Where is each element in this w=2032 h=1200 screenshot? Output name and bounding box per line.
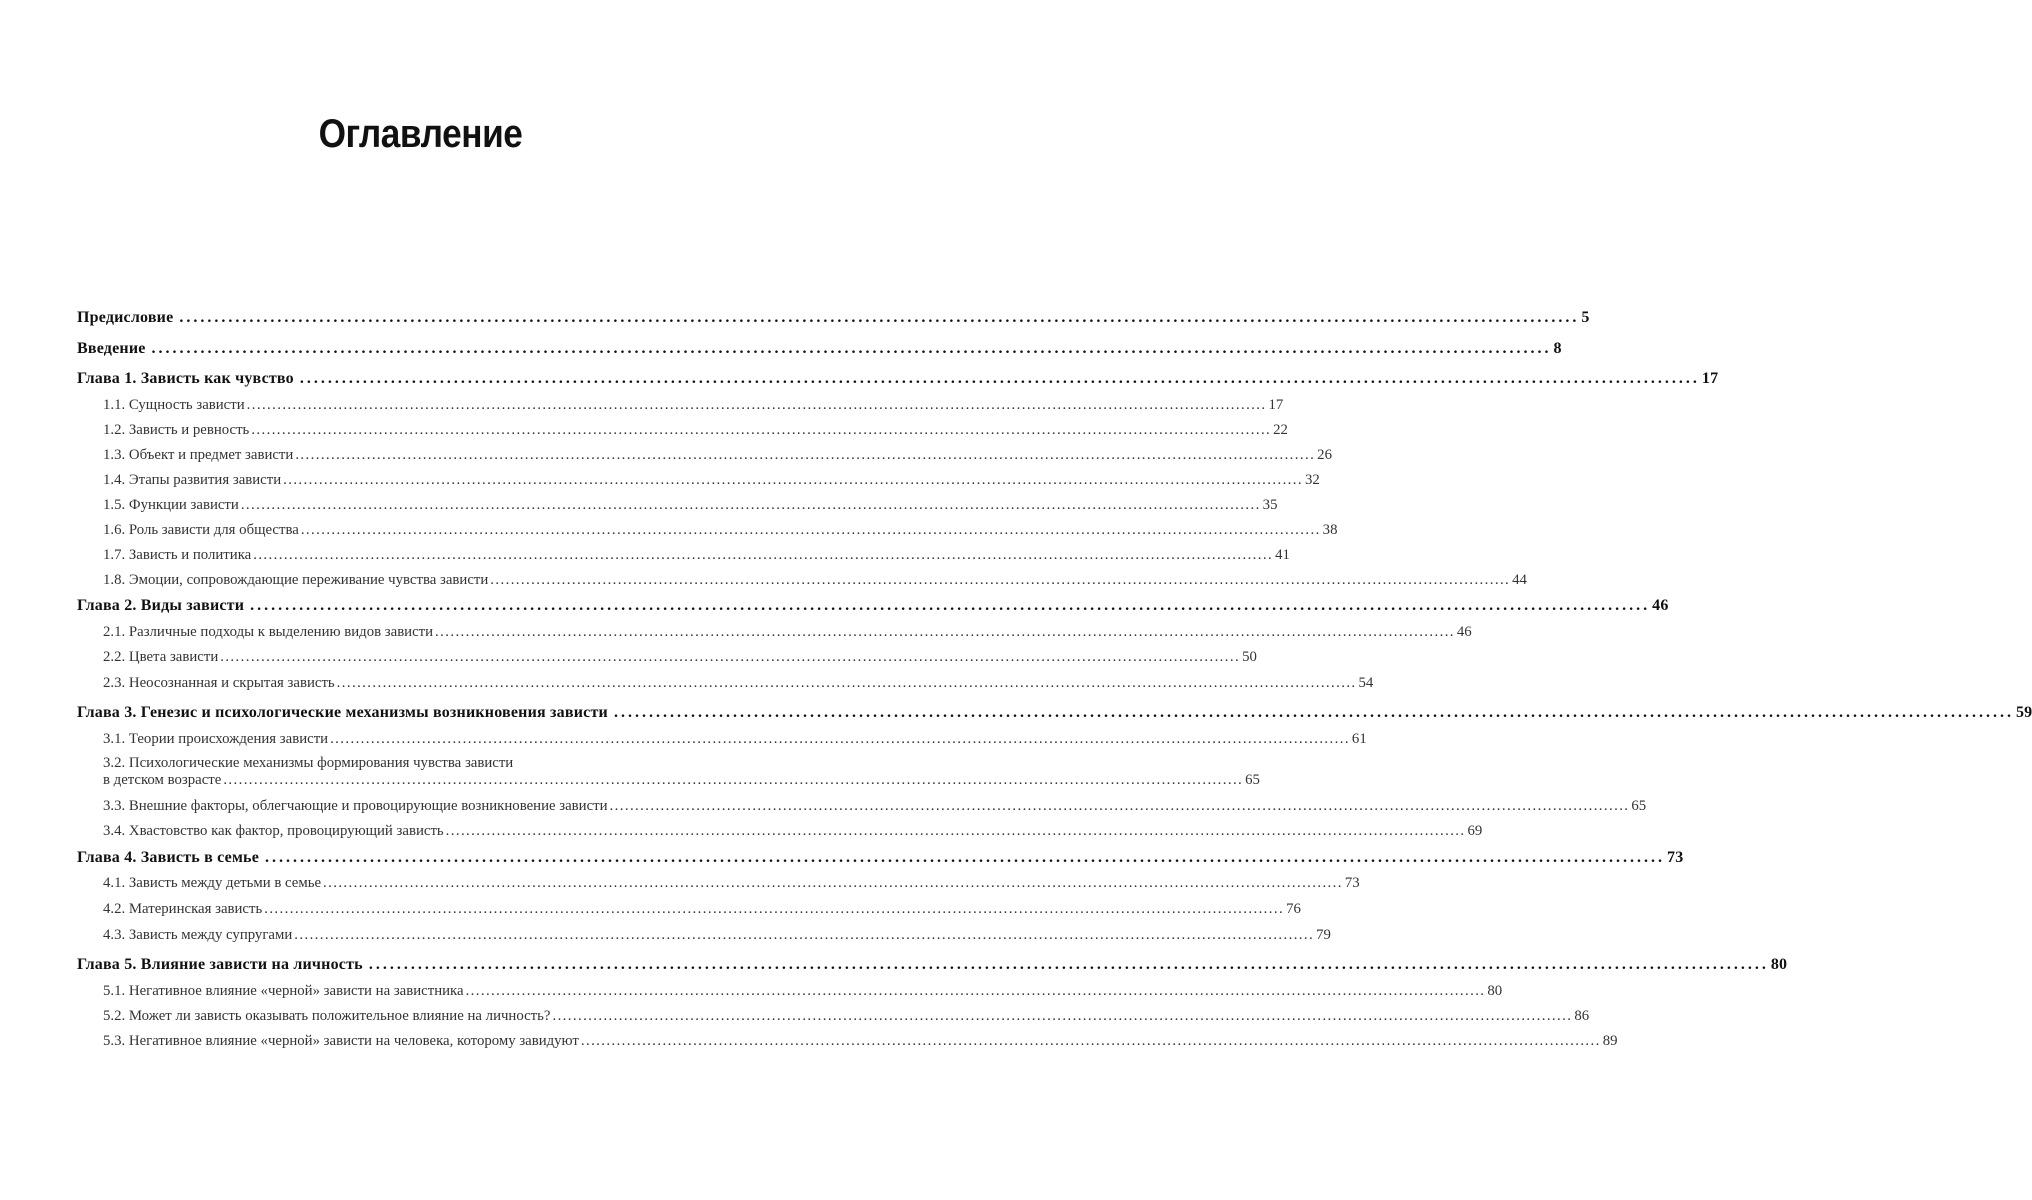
toc-entry-label: 5.2. Может ли зависть оказывать положительное влияние на личность?: [103, 1008, 551, 1024]
toc-chapter[interactable]: [77, 309, 1590, 327]
dot-leader: ........................................................................................................................................................................................................: [330, 731, 1350, 747]
dot-leader: ........................................................................................................................................................................................................: [295, 447, 1316, 463]
toc-chapter[interactable]: [77, 597, 1669, 615]
toc-page-number: 5: [1581, 309, 1590, 326]
toc-entry-label: 2.3. Неосознанная и скрытая зависть: [103, 675, 335, 691]
toc-page-number: 73: [1667, 849, 1684, 866]
toc-section[interactable]: [103, 772, 1260, 789]
toc-page-number: 38: [1322, 522, 1338, 538]
toc-chapter[interactable]: [77, 370, 1719, 388]
toc-entry-label: Глава 5. Влияние зависти на личность: [77, 956, 363, 973]
toc-page-number: 44: [1512, 572, 1527, 588]
toc-page-number: 65: [1245, 772, 1260, 788]
toc-section[interactable]: [103, 983, 1503, 1000]
dot-leader: ........................................................................................................................................................................................................: [246, 397, 1267, 413]
toc-entry-label: 1.5. Функции зависти: [103, 497, 239, 513]
toc-page-number: 54: [1358, 675, 1374, 691]
toc-chapter[interactable]: [77, 956, 1788, 974]
toc-section[interactable]: [103, 624, 1472, 641]
toc-entry-label: 1.8. Эмоции, сопровождающие переживание чувства зависти: [103, 572, 489, 588]
dot-leader: ........................................................................................................................................................................................................: [179, 309, 1580, 326]
dot-leader: ........................................................................................................................................................................................................: [250, 597, 1651, 614]
dot-leader: ........................................................................................................................................................................................................: [609, 798, 1630, 814]
toc-entry-label: Предисловие: [77, 309, 174, 326]
toc-entry-label: 1.7. Зависть и политика: [103, 547, 252, 563]
toc-page-number: 46: [1652, 597, 1669, 614]
toc-section[interactable]: [103, 447, 1332, 464]
toc-page-number: 76: [1286, 901, 1301, 917]
toc-section[interactable]: [103, 798, 1647, 815]
toc-page-number: 26: [1317, 447, 1332, 463]
toc-page-number: 41: [1275, 547, 1290, 563]
toc-section[interactable]: [103, 522, 1338, 539]
toc-entry-label: 1.6. Роль зависти для общества: [103, 522, 299, 538]
dot-leader: ........................................................................................................................................................................................................: [552, 1008, 1573, 1024]
toc-page-number: 86: [1574, 1008, 1590, 1024]
toc-section[interactable]: [103, 397, 1284, 414]
dot-leader: ........................................................................................................................................................................................................: [445, 823, 1466, 839]
toc-entry-label: 5.1. Негативное влияние «черной» зависти на завистника: [103, 983, 464, 999]
dot-leader: ........................................................................................................................................................................................................: [613, 704, 2014, 721]
toc-entry-label: 3.1. Теории происхождения зависти: [103, 731, 329, 747]
dot-leader: ........................................................................................................................................................................................................: [253, 547, 1274, 563]
toc-section[interactable]: [103, 649, 1257, 666]
toc-entry-label: 1.4. Этапы развития зависти: [103, 472, 282, 488]
dot-leader: ........................................................................................................................................................................................................: [300, 522, 1321, 538]
page-title: Оглавление: [318, 112, 523, 156]
toc-entry-label: 2.2. Цвета зависти: [103, 649, 219, 665]
toc-section[interactable]: [103, 547, 1290, 564]
dot-leader: ........................................................................................................................................................................................................: [294, 927, 1315, 943]
toc-page-number: 73: [1344, 875, 1360, 891]
toc-section[interactable]: [103, 927, 1331, 944]
toc-section[interactable]: [103, 901, 1301, 918]
toc-page-number: 61: [1351, 731, 1367, 747]
dot-leader: ........................................................................................................................................................................................................: [580, 1033, 1601, 1049]
toc-entry-first-line: 3.2. Психологические механизмы формирования чувства зависти: [103, 755, 514, 771]
toc-entry-label: Глава 3. Генезис и психологические механизмы возникновения зависти: [77, 704, 608, 721]
toc-page-number: 35: [1262, 497, 1278, 513]
dot-leader: ........................................................................................................................................................................................................: [220, 649, 1241, 665]
toc-entry-label: в детском возрасте: [103, 772, 222, 788]
toc-entry-label: 4.3. Зависть между супругами: [103, 927, 293, 943]
toc-entry-label: Глава 4. Зависть в семье: [77, 849, 260, 866]
toc-page-number: 8: [1553, 340, 1562, 357]
toc-entry-label: 5.3. Негативное влияние «черной» зависти на человека, которому завидуют: [103, 1033, 579, 1049]
toc-section[interactable]: [103, 572, 1527, 589]
toc-page-number: 89: [1602, 1033, 1618, 1049]
dot-leader: ........................................................................................................................................................................................................: [299, 370, 1700, 387]
dot-leader: ........................................................................................................................................................................................................: [435, 624, 1455, 640]
toc-page-number: 65: [1631, 798, 1647, 814]
toc-page-number: 79: [1316, 927, 1331, 943]
toc-section[interactable]: [103, 875, 1360, 892]
toc-chapter[interactable]: [77, 340, 1562, 358]
toc-section[interactable]: [103, 1033, 1618, 1050]
toc-entry-label: 1.3. Объект и предмет зависти: [103, 447, 294, 463]
toc-section[interactable]: [103, 1008, 1590, 1025]
toc-section[interactable]: [103, 497, 1278, 514]
toc-entry-label: 4.2. Материнская зависть: [103, 901, 263, 917]
dot-leader: ........................................................................................................................................................................................................: [323, 875, 1343, 891]
toc-entry-label: 3.3. Внешние факторы, облегчающие и провоцирующие возникновение зависти: [103, 798, 608, 814]
toc-entry-label: 2.1. Различные подходы к выделению видов зависти: [103, 624, 434, 640]
toc-section[interactable]: [103, 472, 1320, 489]
toc-page-number: 46: [1456, 624, 1472, 640]
toc-entry-label: 1.1. Сущность зависти: [103, 397, 245, 413]
dot-leader: ........................................................................................................................................................................................................: [465, 983, 1486, 999]
dot-leader: ........................................................................................................................................................................................................: [336, 675, 1357, 691]
toc-section[interactable]: [103, 731, 1367, 748]
toc-entry-label: Глава 1. Зависть как чувство: [77, 370, 294, 387]
dot-leader: ........................................................................................................................................................................................................: [223, 772, 1244, 788]
toc-page-number: 17: [1268, 397, 1284, 413]
toc-entry-label: 3.4. Хвастовство как фактор, провоцирующий зависть: [103, 823, 444, 839]
toc-chapter[interactable]: [77, 704, 2032, 722]
toc-page-number: 80: [1487, 983, 1503, 999]
dot-leader: ........................................................................................................................................................................................................: [490, 572, 1511, 588]
dot-leader: ........................................................................................................................................................................................................: [368, 956, 1769, 973]
dot-leader: ........................................................................................................................................................................................................: [151, 340, 1552, 357]
toc-entry-label: Глава 2. Виды зависти: [77, 597, 245, 614]
toc-section[interactable]: [103, 422, 1288, 439]
dot-leader: ........................................................................................................................................................................................................: [283, 472, 1303, 488]
toc-page-number: 17: [1701, 370, 1719, 387]
toc-section[interactable]: [103, 675, 1374, 692]
toc-page-number: 59: [2015, 704, 2032, 721]
toc-entry-label: 4.1. Зависть между детьми в семье: [103, 875, 322, 891]
toc-page-number: 80: [1770, 956, 1788, 973]
toc-page-number: 50: [1242, 649, 1257, 665]
dot-leader: ........................................................................................................................................................................................................: [265, 849, 1666, 866]
toc-section[interactable]: [103, 823, 1483, 840]
dot-leader: ........................................................................................................................................................................................................: [264, 901, 1285, 917]
toc-chapter[interactable]: [77, 849, 1684, 867]
toc-page-number: 32: [1304, 472, 1320, 488]
toc-page-number: 69: [1467, 823, 1483, 839]
toc-entry-label: 1.2. Зависть и ревность: [103, 422, 250, 438]
toc-entry-label: Введение: [77, 340, 146, 357]
dot-leader: ........................................................................................................................................................................................................: [240, 497, 1261, 513]
toc-page-number: 22: [1273, 422, 1288, 438]
dot-leader: ........................................................................................................................................................................................................: [251, 422, 1272, 438]
